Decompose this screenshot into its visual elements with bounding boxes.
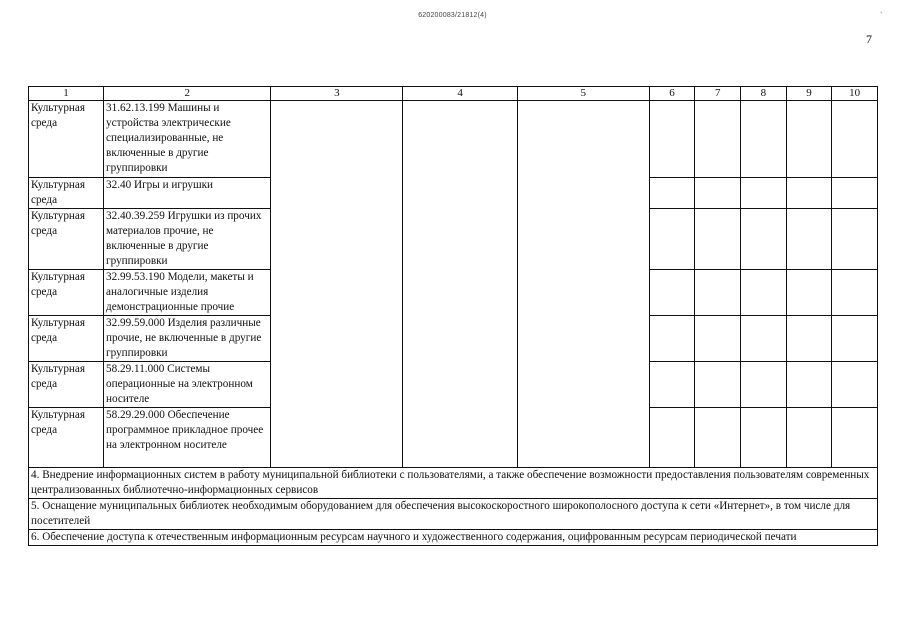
empty-cell xyxy=(786,362,832,408)
column-header: 3 xyxy=(271,87,403,101)
empty-cell xyxy=(786,270,832,316)
empty-cell xyxy=(695,270,741,316)
empty-cell xyxy=(649,362,695,408)
corner-mark: ` xyxy=(875,10,884,20)
empty-cell xyxy=(741,362,787,408)
section-row xyxy=(29,499,878,530)
column-header: 1 xyxy=(29,87,104,101)
sector-cell: Культурная среда xyxy=(29,101,104,178)
empty-cell xyxy=(832,270,878,316)
product-cell: 31.62.13.199 Машины и устройства электрические специализированные, не включенные в другие группировки xyxy=(104,101,271,178)
product-cell: 32.40.39.259 Игрушки из прочих материалов прочие, не включенные в другие группировки xyxy=(104,209,271,270)
empty-cell xyxy=(741,178,787,209)
section-row xyxy=(29,468,878,499)
sector-cell: Культурная среда xyxy=(29,316,104,362)
empty-cell xyxy=(649,408,695,468)
product-cell: 58.29.29.000 Обеспечение программное прикладное прочее на электронном носителе xyxy=(104,408,271,468)
product-cell: 32.40 Игры и игрушки xyxy=(104,178,271,209)
merged-cell-col3 xyxy=(271,101,403,468)
empty-cell xyxy=(786,178,832,209)
empty-cell xyxy=(832,362,878,408)
empty-cell xyxy=(695,408,741,468)
sector-cell: Культурная среда xyxy=(29,270,104,316)
column-header: 6 xyxy=(649,87,695,101)
table-row xyxy=(29,101,878,178)
column-header: 4 xyxy=(403,87,518,101)
empty-cell xyxy=(649,270,695,316)
section-heading: 5. Оснащение муниципальных библиотек необходимым оборудованием для обеспечения высокоскоростного широкополосного доступа к сети «Интернет», в том числе для посетителей xyxy=(29,499,878,530)
product-cell: 32.99.59.000 Изделия различные прочие, не включенные в другие группировки xyxy=(104,316,271,362)
empty-cell xyxy=(832,408,878,468)
empty-cell xyxy=(695,101,741,178)
column-header: 2 xyxy=(104,87,271,101)
empty-cell xyxy=(695,316,741,362)
column-header: 10 xyxy=(832,87,878,101)
section-heading: 6. Обеспечение доступа к отечественным информационным ресурсам научного и художественного содержания, оцифрованным ресурсам периодической печати xyxy=(29,530,878,546)
empty-cell xyxy=(786,209,832,270)
column-header: 5 xyxy=(517,87,649,101)
empty-cell xyxy=(832,178,878,209)
product-cell: 58.29.11.000 Системы операционные на электронном носителе xyxy=(104,362,271,408)
empty-cell xyxy=(649,101,695,178)
empty-cell xyxy=(786,101,832,178)
empty-cell xyxy=(649,178,695,209)
empty-cell xyxy=(832,101,878,178)
section-heading: 4. Внедрение информационных систем в работу муниципальной библиотеки с пользователями, а также обеспечение возможности предоставления пользователям современных централизованных библиотечно-информационных сервисов xyxy=(29,468,878,499)
empty-cell xyxy=(649,316,695,362)
merged-cell-col5 xyxy=(517,101,649,468)
column-header: 9 xyxy=(786,87,832,101)
empty-cell xyxy=(649,209,695,270)
sector-cell: Культурная среда xyxy=(29,408,104,468)
data-table xyxy=(28,86,878,546)
header-row xyxy=(29,87,878,101)
merged-cell-col4 xyxy=(403,101,518,468)
sector-cell: Культурная среда xyxy=(29,178,104,209)
empty-cell xyxy=(695,178,741,209)
sector-cell: Культурная среда xyxy=(29,362,104,408)
empty-cell xyxy=(741,209,787,270)
column-header: 8 xyxy=(741,87,787,101)
document-id: 620200083/21812(4) xyxy=(418,12,487,19)
empty-cell xyxy=(695,362,741,408)
product-cell: 32.99.53.190 Модели, макеты и аналогичные изделия демонстрационные прочие xyxy=(104,270,271,316)
empty-cell xyxy=(741,408,787,468)
column-header: 7 xyxy=(695,87,741,101)
sector-cell: Культурная среда xyxy=(29,209,104,270)
empty-cell xyxy=(832,316,878,362)
empty-cell xyxy=(741,101,787,178)
empty-cell xyxy=(832,209,878,270)
empty-cell xyxy=(741,316,787,362)
empty-cell xyxy=(786,408,832,468)
page-number: 7 xyxy=(866,32,872,46)
empty-cell xyxy=(695,209,741,270)
section-row xyxy=(29,530,878,546)
empty-cell xyxy=(741,270,787,316)
empty-cell xyxy=(786,316,832,362)
